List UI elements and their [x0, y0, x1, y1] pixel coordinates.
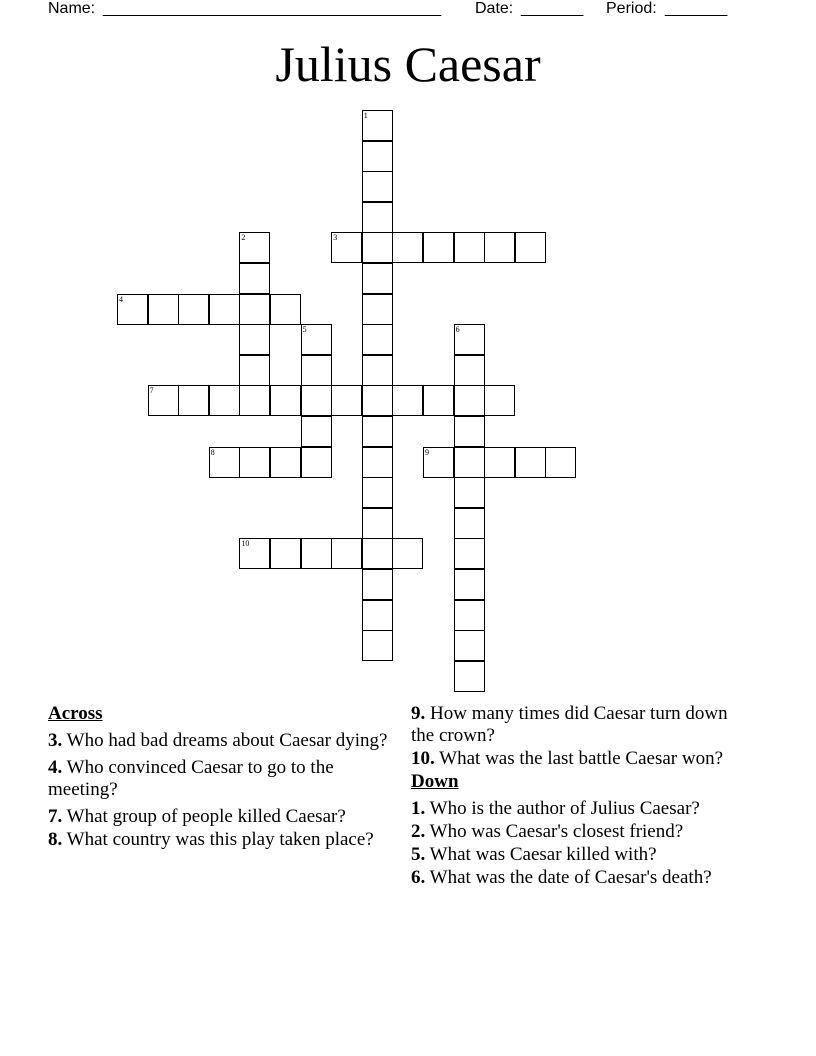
grid-cell[interactable] [362, 630, 393, 661]
clue-number: 2. [411, 821, 426, 842]
grid-cell[interactable] [454, 447, 485, 478]
clue-number-label: 9 [425, 447, 429, 457]
clue-number: 9. [411, 703, 426, 724]
grid-cell[interactable] [454, 630, 485, 661]
grid-cell[interactable] [178, 294, 209, 325]
grid-cell[interactable] [454, 232, 485, 263]
name-field[interactable]: ______________________________________ [103, 0, 442, 17]
clue-across-10 [411, 748, 751, 770]
grid-cell[interactable] [331, 232, 362, 263]
grid-cell[interactable] [148, 385, 179, 416]
grid-cell[interactable] [484, 447, 515, 478]
clue-across-9 [411, 703, 751, 747]
grid-cell[interactable] [545, 447, 576, 478]
grid-cell[interactable] [484, 232, 515, 263]
grid-cell[interactable] [362, 294, 393, 325]
clue-text: Who convinced Caesar to go to the meeting? [48, 757, 334, 800]
across-heading: Across [48, 703, 103, 724]
clue-number-label: 2 [241, 233, 246, 243]
clue-number-label: 5 [302, 325, 307, 335]
grid-cell[interactable] [239, 385, 270, 416]
date-field[interactable]: _______ [521, 0, 584, 17]
clue-number-label: 7 [149, 386, 154, 396]
grid-cell[interactable] [270, 294, 301, 325]
grid-cell[interactable] [362, 600, 393, 631]
grid-cell[interactable] [331, 538, 362, 569]
grid-cell[interactable] [178, 385, 209, 416]
grid-cell[interactable] [239, 538, 270, 569]
grid-cell[interactable] [362, 202, 393, 233]
grid-cell[interactable] [454, 477, 485, 508]
grid-cell[interactable] [454, 538, 485, 569]
grid-cell[interactable] [301, 324, 332, 355]
clue-number-label: 8 [210, 447, 215, 457]
clue-text: How many times did Caesar turn down the crown? [411, 703, 728, 746]
grid-cell[interactable] [209, 447, 240, 478]
grid-cell[interactable] [454, 661, 485, 692]
grid-cell[interactable] [362, 477, 393, 508]
grid-cell[interactable] [454, 508, 485, 539]
clue-down-5 [411, 844, 751, 866]
clue-number-label: 3 [333, 233, 338, 243]
grid-cell[interactable] [301, 447, 332, 478]
clues-right-column [411, 703, 751, 890]
clue-number-label: 1 [363, 111, 368, 120]
grid-cell[interactable] [239, 263, 270, 294]
clue-across-7 [48, 806, 388, 828]
grid-cell[interactable] [454, 416, 485, 447]
clue-number: 6. [411, 867, 426, 888]
grid-cell[interactable] [362, 324, 393, 355]
period-label: Period: [606, 0, 657, 17]
grid-cell[interactable] [392, 385, 423, 416]
clue-text: What was Caesar killed with? [429, 844, 657, 865]
clue-number-label: 4 [119, 294, 123, 304]
clue-across-3 [48, 730, 388, 752]
clue-down-1 [411, 798, 751, 820]
clue-across-8 [48, 829, 388, 851]
grid-cell[interactable] [362, 141, 393, 172]
down-heading: Down [411, 771, 459, 792]
grid-cell[interactable] [423, 232, 454, 263]
grid-cell[interactable] [362, 355, 393, 386]
grid-cell[interactable] [301, 538, 332, 569]
grid-cell[interactable] [301, 355, 332, 386]
grid-cell[interactable] [392, 232, 423, 263]
grid-cell[interactable] [362, 110, 393, 141]
period-field[interactable]: _______ [665, 0, 728, 17]
grid-cell[interactable] [484, 385, 515, 416]
grid-cell[interactable] [117, 294, 148, 325]
clues-left-column [48, 703, 388, 856]
clue-text: What was the date of Caesar's death? [429, 867, 712, 888]
name-label: Name: [48, 0, 96, 17]
grid-cell[interactable] [362, 232, 393, 263]
grid-cell[interactable] [270, 538, 301, 569]
grid-cell[interactable] [392, 538, 423, 569]
clue-number: 5. [411, 844, 426, 865]
clue-number-label: 10 [241, 539, 250, 549]
grid-cell[interactable] [148, 294, 179, 325]
grid-cell[interactable] [423, 385, 454, 416]
grid-cell[interactable] [239, 355, 270, 386]
grid-cell[interactable] [239, 324, 270, 355]
grid-cell[interactable] [331, 385, 362, 416]
grid-cell[interactable] [362, 171, 393, 202]
clue-down-6 [411, 867, 751, 889]
grid-cell[interactable] [239, 447, 270, 478]
clue-number: 10. [411, 748, 435, 769]
clue-number: 7. [48, 806, 63, 827]
grid-cell[interactable] [454, 355, 485, 386]
grid-cell[interactable] [301, 385, 332, 416]
date-label: Date: [475, 0, 514, 17]
grid-cell[interactable] [362, 447, 393, 478]
grid-cell[interactable] [362, 385, 393, 416]
clue-text: Who is the author of Julius Caesar? [429, 798, 700, 819]
grid-cell[interactable] [362, 569, 393, 600]
clue-across-4 [48, 757, 388, 801]
grid-cell[interactable] [454, 385, 485, 416]
grid-cell[interactable] [423, 447, 454, 478]
clue-number-label: 6 [455, 325, 460, 335]
grid-cell[interactable] [209, 385, 240, 416]
grid-cell[interactable] [239, 232, 270, 263]
clue-down-2 [411, 821, 751, 843]
grid-cell[interactable] [515, 232, 546, 263]
page-title: Julius Caesar [275, 36, 541, 92]
grid-cell[interactable] [454, 569, 485, 600]
clue-number: 4. [48, 757, 63, 778]
grid-cell[interactable] [362, 263, 393, 294]
grid-cell[interactable] [454, 324, 485, 355]
clue-text: What country was this play taken place? [66, 829, 374, 850]
clue-text: What group of people killed Caesar? [66, 806, 346, 827]
clue-number: 8. [48, 829, 63, 850]
grid-cell[interactable] [270, 385, 301, 416]
clue-number: 1. [411, 798, 426, 819]
grid-cell[interactable] [362, 416, 393, 447]
clue-number: 3. [48, 730, 63, 751]
grid-cell[interactable] [239, 294, 270, 325]
clue-text: Who had bad dreams about Caesar dying? [66, 730, 388, 751]
grid-cell[interactable] [301, 416, 332, 447]
grid-cell[interactable] [270, 447, 301, 478]
clue-text: Who was Caesar's closest friend? [429, 821, 684, 842]
grid-cell[interactable] [515, 447, 546, 478]
grid-cell[interactable] [362, 508, 393, 539]
clue-text: What was the last battle Caesar won? [439, 748, 724, 769]
grid-cell[interactable] [362, 538, 393, 569]
grid-cell[interactable] [209, 294, 240, 325]
grid-cell[interactable] [454, 600, 485, 631]
